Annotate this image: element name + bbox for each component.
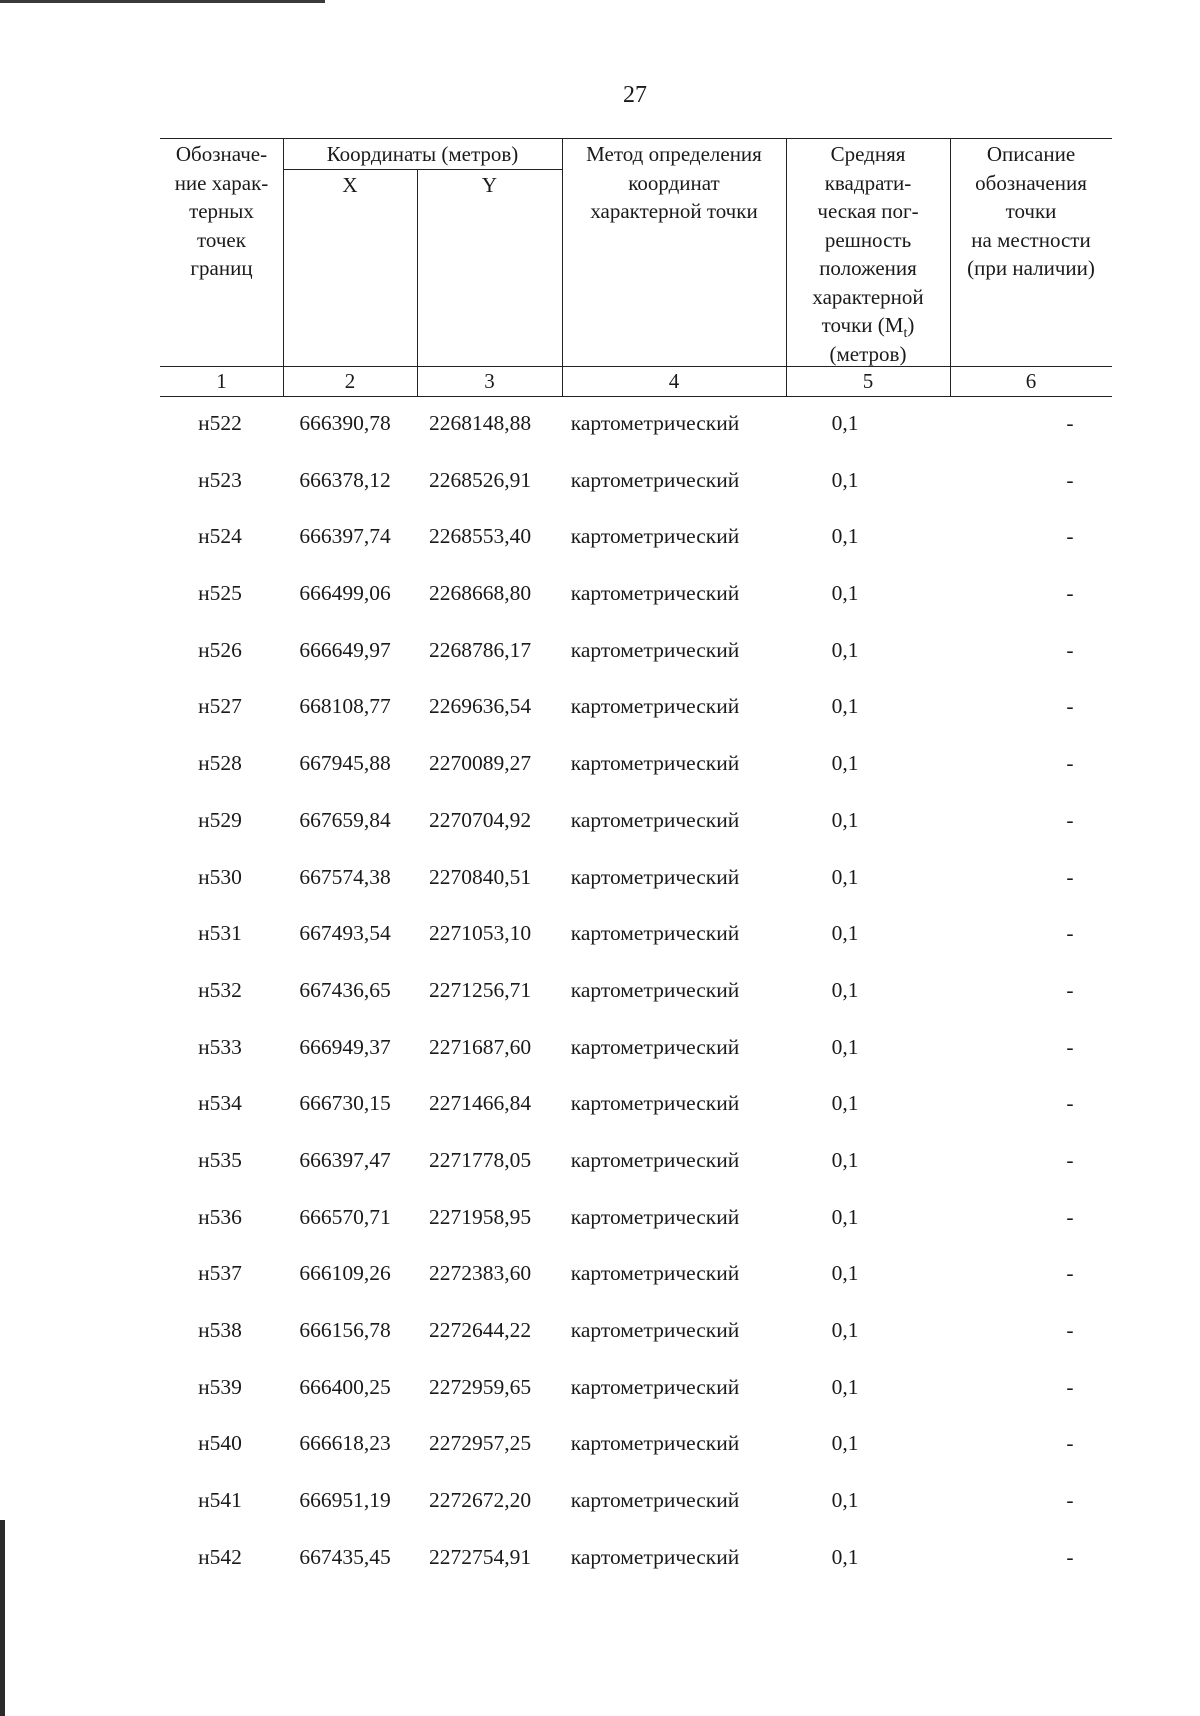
table-body: [160, 405, 1112, 1595]
method-value: картометрический: [570, 977, 740, 1002]
header-coordinate-x: X: [342, 173, 358, 197]
header-point-designation: Обозначе- ние харак- терных точек границ: [174, 142, 269, 280]
method-value: картометрический: [570, 1261, 740, 1286]
point-id: н537: [198, 1261, 242, 1286]
error-value: 0,1: [831, 1374, 859, 1399]
point-id: н541: [198, 1488, 242, 1513]
coordinate-x-value: 667493,54: [299, 921, 391, 946]
description-value: -: [1066, 694, 1074, 719]
method-value: картометрический: [570, 1318, 740, 1342]
description-value: -: [1066, 751, 1074, 776]
coordinate-y-value: 2270704,92: [428, 807, 532, 832]
table-row: [160, 1029, 1112, 1086]
coordinate-y-value: 2271466,84: [428, 1091, 532, 1116]
description-value: -: [1066, 581, 1074, 606]
error-value: 0,1: [831, 1034, 859, 1059]
description-value: -: [1066, 1091, 1074, 1116]
header-top-rule: [160, 138, 1112, 139]
error-value: 0,1: [831, 1431, 859, 1456]
description-value: -: [1066, 524, 1074, 549]
header-method: Метод определения координат характерной точки: [586, 142, 762, 223]
error-value: 0,1: [831, 524, 859, 549]
coordinate-y-value: 2272672,20: [428, 1488, 532, 1513]
header-mean-square-error-main: Средняя квадрати- ческая пог- решность положения характерной точки (M: [812, 142, 924, 337]
column-numbers-bottom-rule: [160, 396, 1112, 397]
coordinate-x-value: 666730,15: [299, 1091, 391, 1116]
coordinate-x-value: 666649,97: [299, 637, 391, 662]
coordinate-y-value: 2271778,05: [428, 1147, 532, 1172]
description-value: -: [1066, 921, 1074, 946]
description-value: -: [1066, 1261, 1074, 1286]
coordinate-x-value: 666570,71: [299, 1204, 391, 1229]
description-value: -: [1066, 1034, 1074, 1059]
table-header: [160, 138, 1112, 397]
table-row: [160, 632, 1112, 689]
point-id: н538: [198, 1318, 242, 1342]
header-mean-square-error-units: ) (метров): [829, 313, 915, 366]
coordinate-y-value: 2272957,25: [428, 1431, 532, 1456]
coordinate-y-value: 2270840,51: [428, 864, 532, 889]
column-number-3: 3: [484, 369, 495, 393]
coordinate-x-value: 666390,78: [299, 411, 391, 435]
table-row: [160, 802, 1112, 859]
error-value: 0,1: [831, 751, 859, 776]
table-row: [160, 518, 1112, 575]
coordinate-x-value: 666499,06: [299, 581, 391, 606]
description-value: -: [1066, 1204, 1074, 1229]
method-value: картометрический: [570, 411, 740, 435]
coordinate-x-value: 666951,19: [299, 1488, 391, 1513]
description-value: -: [1066, 977, 1074, 1002]
coordinate-x-value: 667435,45: [299, 1544, 391, 1569]
point-id: н540: [198, 1431, 242, 1456]
table-row: [160, 1539, 1112, 1596]
point-id: н528: [198, 751, 242, 776]
point-id: н529: [198, 807, 242, 832]
error-value: 0,1: [831, 467, 859, 492]
divider-x-y: [417, 169, 418, 396]
error-value: 0,1: [831, 1544, 859, 1569]
table-row: [160, 1199, 1112, 1256]
description-value: -: [1066, 1431, 1074, 1456]
method-value: картометрический: [570, 1488, 740, 1513]
error-value: 0,1: [831, 1261, 859, 1286]
error-value: 0,1: [831, 921, 859, 946]
error-value: 0,1: [831, 1147, 859, 1172]
coordinate-y-value: 2270089,27: [428, 751, 532, 776]
coordinate-y-value: 2268553,40: [428, 524, 532, 549]
method-value: картометрический: [570, 637, 740, 662]
table-row: [160, 688, 1112, 745]
coordinate-y-value: 2268526,91: [428, 467, 532, 492]
method-value: картометрический: [570, 1034, 740, 1059]
method-value: картометрический: [570, 1544, 740, 1569]
method-value: картометрический: [570, 1091, 740, 1116]
method-value: картометрический: [570, 864, 740, 889]
coordinate-y-value: 2271687,60: [428, 1034, 532, 1059]
description-value: -: [1066, 1147, 1074, 1172]
coordinate-y-value: 2272644,22: [428, 1318, 532, 1342]
description-value: -: [1066, 1318, 1074, 1342]
method-value: картометрический: [570, 807, 740, 832]
error-value: 0,1: [831, 637, 859, 662]
coordinate-y-value: 2268148,88: [428, 411, 532, 435]
header-coordinates-group: Координаты (метров): [326, 142, 519, 166]
method-value: картометрический: [570, 1147, 740, 1172]
description-value: -: [1066, 467, 1074, 492]
description-value: -: [1066, 411, 1074, 435]
coordinate-x-value: 666378,12: [299, 467, 391, 492]
description-value: -: [1066, 1374, 1074, 1399]
coordinate-x-value: 667436,65: [299, 977, 391, 1002]
coordinate-x-value: 666397,74: [299, 524, 391, 549]
coordinate-x-value: 666397,47: [299, 1147, 391, 1172]
point-id: н531: [198, 921, 242, 946]
coordinate-x-value: 668108,77: [299, 694, 391, 719]
column-number-1: 1: [216, 369, 227, 393]
error-value: 0,1: [831, 411, 859, 435]
coordinate-x-value: 667574,38: [299, 864, 391, 889]
method-value: картометрический: [570, 1431, 740, 1456]
table-row: [160, 745, 1112, 802]
error-value: 0,1: [831, 1488, 859, 1513]
coordinate-y-value: 2272383,60: [428, 1261, 532, 1286]
table-row: [160, 915, 1112, 972]
header-point-description: Описание обозначения точки на местности (при наличии): [967, 142, 1095, 280]
table-row: [160, 1425, 1112, 1482]
page-number: 27: [623, 82, 647, 108]
error-value: 0,1: [831, 694, 859, 719]
error-value: 0,1: [831, 581, 859, 606]
table-row: [160, 462, 1112, 519]
table-row: [160, 1085, 1112, 1142]
point-id: н539: [198, 1374, 242, 1399]
point-id: н527: [198, 694, 242, 719]
coordinate-y-value: 2272754,91: [428, 1544, 532, 1569]
coordinate-x-value: 666949,37: [299, 1034, 391, 1059]
method-value: картометрический: [570, 1374, 740, 1399]
coordinate-y-value: 2271053,10: [428, 921, 532, 946]
point-id: н533: [198, 1034, 242, 1059]
column-number-2: 2: [344, 369, 356, 393]
header-mean-square-error-subscript: t: [903, 326, 908, 342]
point-id: н536: [198, 1204, 242, 1229]
description-value: -: [1066, 637, 1074, 662]
coordinate-y-value: 2272959,65: [428, 1374, 532, 1399]
error-value: 0,1: [831, 1204, 859, 1229]
point-id: н535: [198, 1147, 242, 1172]
point-id: н526: [198, 637, 242, 662]
method-value: картометрический: [570, 921, 740, 946]
table-row: [160, 972, 1112, 1029]
method-value: картометрический: [570, 524, 740, 549]
scan-artifact-top-line: [0, 0, 325, 3]
error-value: 0,1: [831, 807, 859, 832]
coordinate-x-value: 666400,25: [299, 1374, 391, 1399]
column-number-5: 5: [862, 369, 874, 393]
method-value: картометрический: [570, 581, 740, 606]
coordinate-x-value: 667659,84: [299, 807, 391, 832]
table-row: [160, 405, 1112, 462]
method-value: картометрический: [570, 751, 740, 776]
table-row: [160, 1369, 1112, 1426]
coordinate-y-value: 2271256,71: [428, 977, 532, 1002]
description-value: -: [1066, 864, 1074, 889]
coordinate-y-value: 2269636,54: [428, 694, 532, 719]
table-row: [160, 1142, 1112, 1199]
method-value: картометрический: [570, 694, 740, 719]
point-id: н542: [198, 1544, 242, 1569]
coordinate-x-value: 667945,88: [299, 751, 391, 776]
method-value: картометрический: [570, 467, 740, 492]
table-row: [160, 859, 1112, 916]
coordinate-y-value: 2271958,95: [428, 1204, 532, 1229]
point-id: н524: [198, 524, 242, 549]
column-number-4: 4: [668, 369, 680, 393]
coords-subheader-rule: [283, 169, 562, 170]
table-row: [160, 1312, 1112, 1369]
coordinate-x-value: 666109,26: [299, 1261, 391, 1286]
column-number-6: 6: [1025, 369, 1037, 393]
point-id: н523: [198, 467, 242, 492]
point-id: н525: [198, 581, 242, 606]
coordinate-x-value: 666156,78: [299, 1318, 391, 1342]
table-row: [160, 575, 1112, 632]
table-row: [160, 1482, 1112, 1539]
error-value: 0,1: [831, 1318, 859, 1342]
point-id: н532: [198, 977, 242, 1002]
coordinate-y-value: 2268668,80: [428, 581, 532, 606]
point-id: н522: [198, 411, 242, 435]
header-mean-square-error: [786, 140, 950, 368]
table-row: [160, 1255, 1112, 1312]
method-value: картометрический: [570, 1204, 740, 1229]
error-value: 0,1: [831, 977, 859, 1002]
point-id: н534: [198, 1091, 242, 1116]
scan-artifact-left-edge: [0, 1520, 5, 1716]
description-value: -: [1066, 1488, 1074, 1513]
coordinate-y-value: 2268786,17: [428, 637, 532, 662]
description-value: -: [1066, 1544, 1074, 1569]
coordinate-x-value: 666618,23: [299, 1431, 391, 1456]
point-id: н530: [198, 864, 242, 889]
header-coordinate-y: Y: [481, 173, 498, 197]
error-value: 0,1: [831, 864, 859, 889]
description-value: -: [1066, 807, 1074, 832]
error-value: 0,1: [831, 1091, 859, 1116]
